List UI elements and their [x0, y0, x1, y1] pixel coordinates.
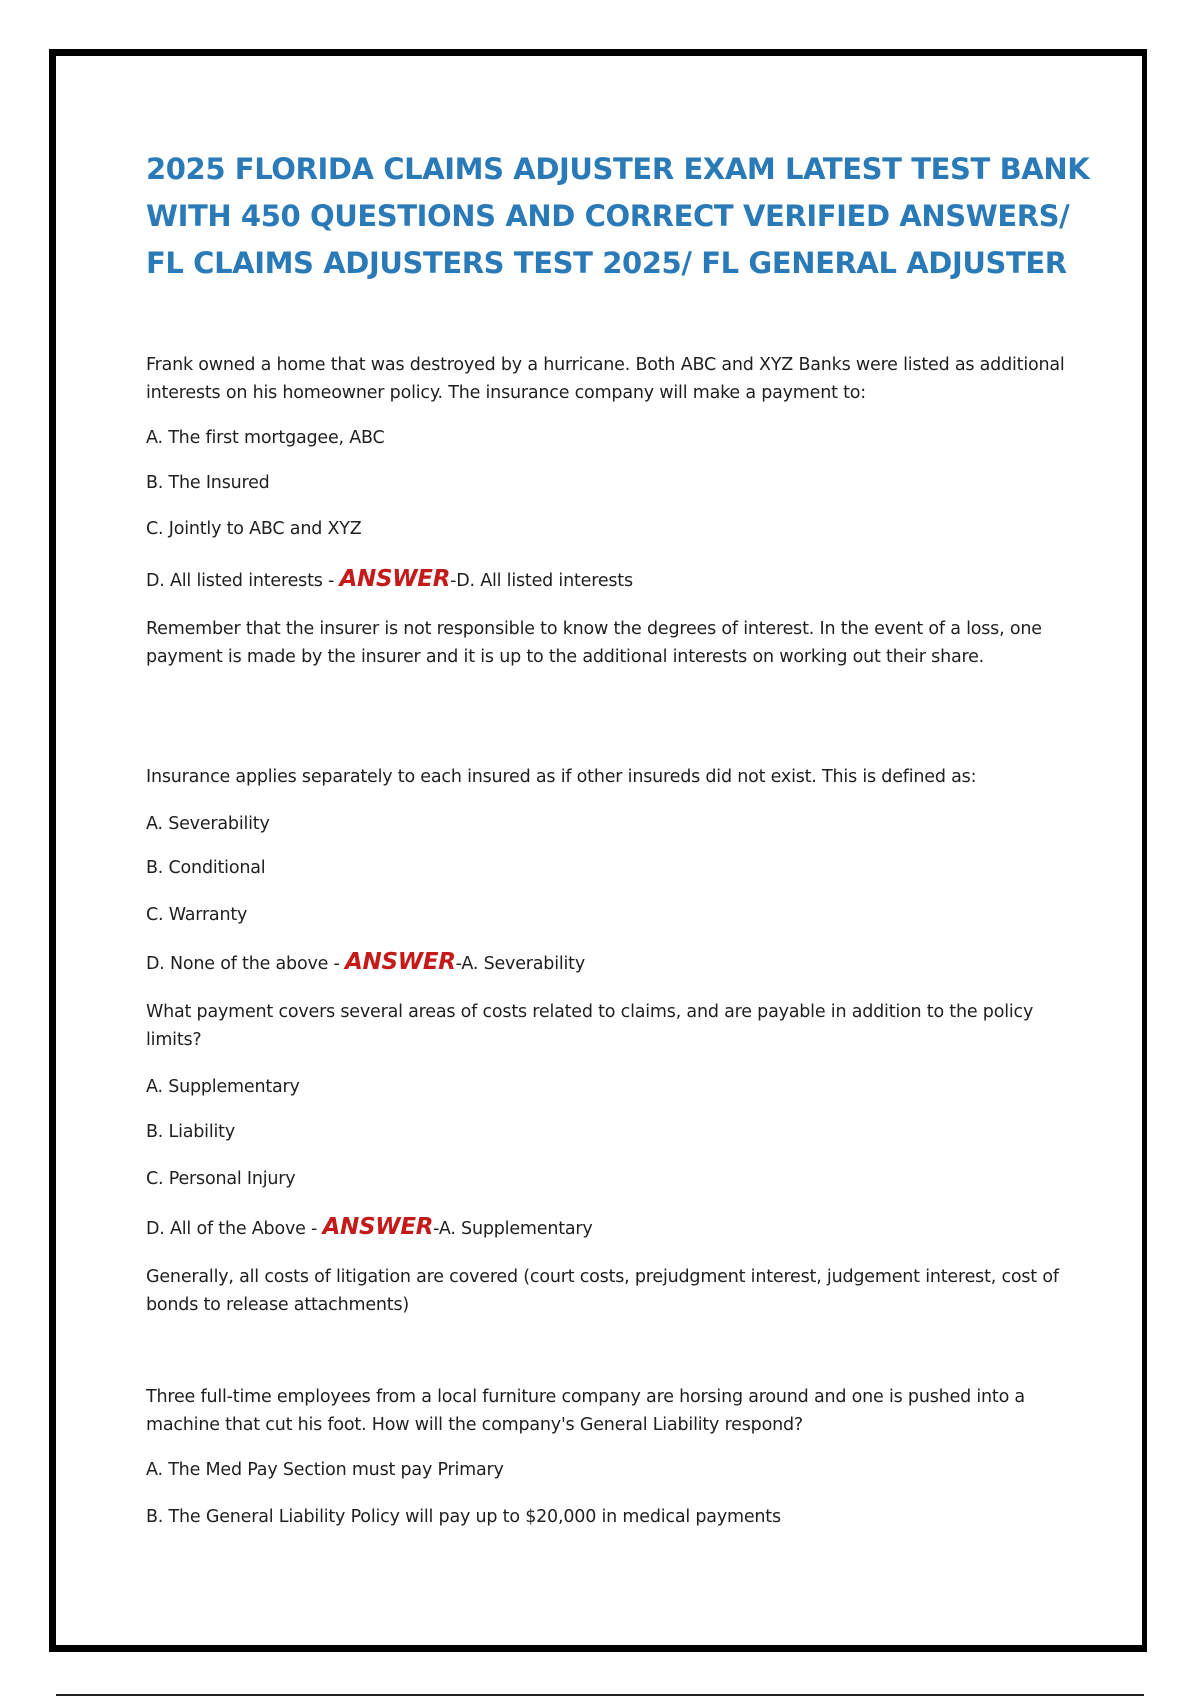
- question-3-text: What payment covers several areas of costs related to claims, and are payable in addition to the policy limits?: [146, 1002, 1034, 1050]
- question-1-option-a: A. The first mortgagee, ABC: [146, 428, 385, 448]
- question-3-answer: -A. Supplementary: [433, 1219, 593, 1239]
- question-3-option-a: A. Supplementary: [146, 1077, 300, 1097]
- question-1-option-d-line: [146, 565, 1066, 595]
- question-1-explanation: Remember that the insurer is not responsible to know the degrees of interest. In the event of a loss, one payment is made by the insurer and it is up to the additional interests on working out their share.: [146, 619, 1042, 667]
- question-1-answer: -D. All listed interests: [450, 571, 633, 591]
- question-2-option-c: C. Warranty: [146, 905, 248, 925]
- question-1-text: Frank owned a home that was destroyed by a hurricane. Both ABC and XYZ Banks were listed as additional interests on his homeowner policy. The insurance company will make a payment to:: [146, 355, 1065, 403]
- question-2-option-d-line: [146, 948, 1066, 978]
- question-3-explanation: Generally, all costs of litigation are covered (court costs, prejudgment interest, judgement interest, cost of bonds to release attachments): [146, 1267, 1059, 1315]
- question-2-text: Insurance applies separately to each insured as if other insureds did not exist. This is defined as:: [146, 767, 977, 787]
- question-4-option-b: B. The General Liability Policy will pay up to $20,000 in medical payments: [146, 1507, 781, 1527]
- answer-label: ANSWER: [339, 566, 451, 592]
- question-1-option-d: D. All listed interests -: [146, 571, 340, 591]
- question-1-option-b: B. The Insured: [146, 473, 270, 493]
- question-3-option-b: B. Liability: [146, 1122, 235, 1142]
- answer-label: ANSWER: [345, 949, 456, 975]
- title-line: WITH 450 QUESTIONS AND CORRECT VERIFIED ANSWERS/: [146, 199, 1070, 233]
- title-line: FL CLAIMS ADJUSTERS TEST 2025/ FL GENERAL ADJUSTER: [146, 246, 1067, 280]
- question-4-option-a: A. The Med Pay Section must pay Primary: [146, 1460, 504, 1480]
- question-2-option-d: D. None of the above -: [146, 954, 346, 974]
- question-2-option-a: A. Severability: [146, 814, 270, 834]
- title-line: 2025 FLORIDA CLAIMS ADJUSTER EXAM LATEST TEST BANK: [146, 152, 1090, 186]
- question-4-text: Three full-time employees from a local furniture company are horsing around and one is pushed into a machine that cut his foot. How will the company's General Liability respond?: [146, 1387, 1025, 1435]
- answer-label: ANSWER: [322, 1214, 434, 1240]
- question-3-option-d: D. All of the Above -: [146, 1219, 323, 1239]
- question-2-option-b: B. Conditional: [146, 858, 266, 878]
- document-title: [146, 146, 1090, 287]
- question-3-option-c: C. Personal Injury: [146, 1169, 296, 1189]
- bottom-rule: [56, 1694, 1144, 1696]
- question-1-option-c: C. Jointly to ABC and XYZ: [146, 519, 362, 539]
- question-2-answer: -A. Severability: [455, 954, 586, 974]
- question-3-option-d-line: [146, 1213, 1066, 1243]
